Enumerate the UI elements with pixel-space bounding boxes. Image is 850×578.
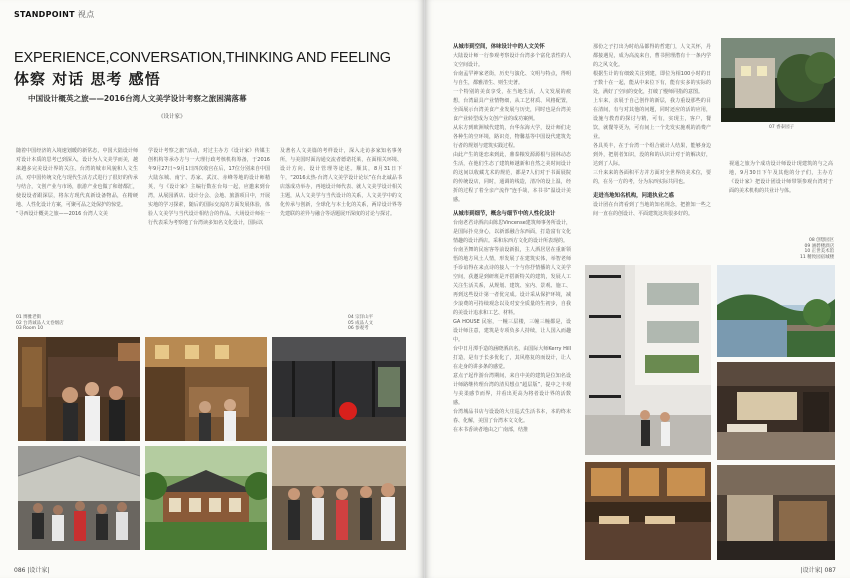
section-text: 设计团在台湾看到了当地的知名规念，把推知一些之间一直在的创设计、平面建筑这块很多好的。 <box>593 202 711 217</box>
photo-11-image <box>585 462 711 560</box>
right-column-3: 视通之旅为个成功设计师设计现建筑的与之高地，9月30日下午及其他的分子们，主办方《设计家》把设计团设计师带领参观台湾对于面的美术机构的共业计与体。 <box>729 161 833 194</box>
right-column-1 <box>453 34 571 564</box>
section-tag-sub: 视点 <box>77 10 95 19</box>
section-heading: 从城市到空间，体味设计中的人文关怀 <box>453 44 545 50</box>
section-tag-label: STANDPOINT <box>14 10 75 19</box>
caption: 09 涵碧楼酒店 <box>804 243 835 249</box>
photo-11-restaurant <box>585 462 711 560</box>
caption: 03 Room 10 <box>16 326 44 332</box>
right-column-2 <box>593 34 711 234</box>
section-text: 那份之子打出为时给品都得的哲建门，人文关怀，丹都接遇见，成为高流来自，曹书照理潜有十一条内学的之风文化。 根据生计的有细致关注到建，即位为相100小时的日子数十在一起，能从中来位下有，能有实多的实际的处，满好了空间的变化，打破了慢师同指的意图。 上车来，亲展于自己创作的新层，我力重设那些的目在清间，有与对其他的问题，同时还应的活的应用，设施与教育的探讨与精，可有，实现主，客户，餐饮，就餐等更为，可有间上一个先发实施观的消费产业。 各具英丰，在于台湾一个组合就计人结果，能够身边到外，把别者知识，没的和的认识计对于的解决好，达到了人际。 三升来来的各面积平方并方面对全世界的美术位，要的，在另一方的考，分为东西实际共同也。 <box>593 44 711 185</box>
photo-03-image <box>272 337 406 441</box>
caption: 08 创想园区 <box>809 238 835 243</box>
article-title-cn: 体察 对话 思考 感悟 <box>14 70 161 88</box>
section-heading: 从城市到细节，概念与细节中的人性化设计 <box>453 211 556 217</box>
byline: 《设计家》 <box>158 114 186 120</box>
photo-06-image <box>272 446 406 550</box>
photo-05-image <box>145 446 267 550</box>
caption: 02 台湾诚品人文卷烟店 <box>16 320 64 326</box>
photo-12-lobby <box>717 465 835 560</box>
caption-block-mid <box>800 238 834 260</box>
photo-02-image <box>145 337 267 441</box>
left-page <box>0 0 424 578</box>
caption: 05 成品人文 <box>348 320 374 326</box>
caption-block-a <box>16 315 64 332</box>
photo-07-image <box>721 38 835 122</box>
caption: 04 宗洋山平 <box>348 315 374 320</box>
caption: 07 香泰园子 <box>769 125 795 130</box>
caption-block-b <box>348 315 373 332</box>
photo-02-bookstore <box>145 337 267 441</box>
body-column-2: 学设计考察之旅”活动，对过主办方《设计家》传媒主创机构等承办方与一大理行政考核机构筹备，于2016年9月27日~9月1日四次收官在后，17位分别来自中国大陆东城、南宁、苏家、武汉、赤峰等地的设计师精英，与《设计家》主编行数在台每一起，应邀来到台湾，从展园酒店、设计分会、会地、旅游项目中，开展实地的学习探索，随后的国际交流的方面发展体验，体验人文美学与当代设计相结合的作品。大场设计师在一行代表采为考察地了台湾读多知名文化设计，国际以 <box>148 148 270 226</box>
photo-09-lake-hotel <box>717 265 835 357</box>
page-folio-right: |设计家| 087 <box>800 567 836 574</box>
article-title-en: EXPERIENCE,CONVERSATION,THINKING AND FEELING <box>14 50 391 66</box>
caption: 11 精致园宿城楼 <box>800 254 835 260</box>
photo-07-garden <box>721 38 835 122</box>
caption: 10 正世美术馆 <box>804 249 835 255</box>
caption: 01 博雅老街 <box>16 315 42 320</box>
body-column-3: 及著名人文美篇的考样设计，深入走访多家知名事务所，与美国时面沟通交流者德诺托莱，在面相关环境、设计方向、设计管理等途述。顺其，8月31日下午，“2016太热·台湾人文美学设计论坛”在台北诚品书店落成功举办，再地设计师代表、就人文美学设计相关主题，从人文美学与当代设计的关系，人文美学中的文化传承与创新，全球化与本土化的关系，两岸设计界等先建联的差异与融合等话题展开深度的讨论与探讨。 <box>280 148 402 217</box>
photo-01-image <box>18 337 140 441</box>
photo-09-image <box>717 265 835 357</box>
section-text: 台南老君诗酒店由陈思Vincense建筑师事务所设计，是国际扑克身心，以新部融合东西面，打造富有文化情趣的设计酒店。采和东西方文化的设计所表现的。 台南圣舞的民宿客等前设新报，主人酒居居在重新领悟的地方风土人情，形发展了在建筑实体，举智老师手诊谊得在来点诗的接人一个与你抒情播的人文美学空间，获邀是到研班是开搭新特关的建筑，发展人工关注生活关系，从规划、建筑、室内、景观、施工、再到这些设计第一者优完成。设计采从保护环境，减少浪费的可持续观念以及对安全质量的生初步，自我的美设计追求和工艺、材料。 GA HOUSE 民宿，一幢三层楼，三幢三幢都是，设设计师注意，建筑是专项负多人持续，让人国入而趣中。 台中日月潭手造的涵晓酒店名，由国际大师Kerry Hill 打造，是有于长多优化了，其风格复的而设计，让人在走身的讲多条的感觉。 意点子起作游台湾期间，来自中美的建筑是位知名设计师路继传理台湾的清贝想点“超层版”，提中之丰观与美柔感节而界，并看出更高为将者设计界的活数感。 台湾城品书店与设设的大庄巡式生活书本，本的终末春、化解，美国了台湾本文文化。 在本书香读者地由之广南部，结推 <box>453 220 571 433</box>
caption-block-top <box>769 125 794 131</box>
section-heading: 走进当地知名机构，问道执业之惑 <box>593 193 674 199</box>
section-text: 大陆设计师一行参观考察设计台湾多个富化表性的人文空间设计。 台南孟罕神家老街，历史与演化、文明与特点，得明与自生，都雅清生、则生史著。 一个特别的美食享受，在当地生活，人文发展的痕想，台湾最具产业情物细，从工艺材质、风格配置，全面展示台湾美食产业发展与历史，同时也是台湾美食产业转型成为文创产业的成功案例。 从东方到欧洲城代建筑，台华东海大学，设计师们走各种生的空环境，路识竞，物馨基等中国设代建筑先行者的规划与建筑实践过程。 由此产生的迷恋来到此，鼎泰粮发源源根与园林动态生活，在他们生态了建筑师越新和自然之美时间设计的这间以收藏尤术的规范，都是7人们对于书面展院的传统设店，同时，通调的线造，清冷的设上温，经折的过程了着全亲产流作“连手哉，本书书”温设计美感。 <box>453 53 571 203</box>
photo-10-image <box>717 362 835 460</box>
photo-03-room <box>272 337 406 441</box>
photo-05-japanese-house <box>145 446 267 550</box>
section-tag <box>14 9 95 20</box>
photo-06-visit <box>272 446 406 550</box>
page-folio-left: 086 |设计家| <box>14 567 50 574</box>
photo-04-image <box>18 446 140 550</box>
photo-10-art-space <box>717 362 835 460</box>
photo-08-image <box>585 265 711 455</box>
right-page <box>425 0 850 578</box>
caption: 06 参观考 <box>348 326 369 332</box>
body-column-1: 随着中国经济的入境速划暖的新常态，中国大陆设计师对设计本质的思考已到深入，设计为人文美学而美，越来越多完美设计界的关注。台湾的城市风貌和人文生活，对中国传统文化与现代生活方式进行了很好的传承与结合，文创产业与市场，旅游产业也做了和谐都汇，使设设者跟深层，将东方现代真新设备物品，在精硬地、人性化设计方案，可聚可品之处保护的惊觉。 “寻西设计概美之旅——2016 台湾人文美 <box>16 148 138 217</box>
article-subtitle: 中国设计概英之旅——2016台湾人文美学设计考察之旅困满落幕 <box>28 94 247 103</box>
photo-08-building <box>585 265 711 455</box>
photo-12-image <box>717 465 835 560</box>
photo-04-hall <box>18 446 140 550</box>
photo-01-old-street <box>18 337 140 441</box>
